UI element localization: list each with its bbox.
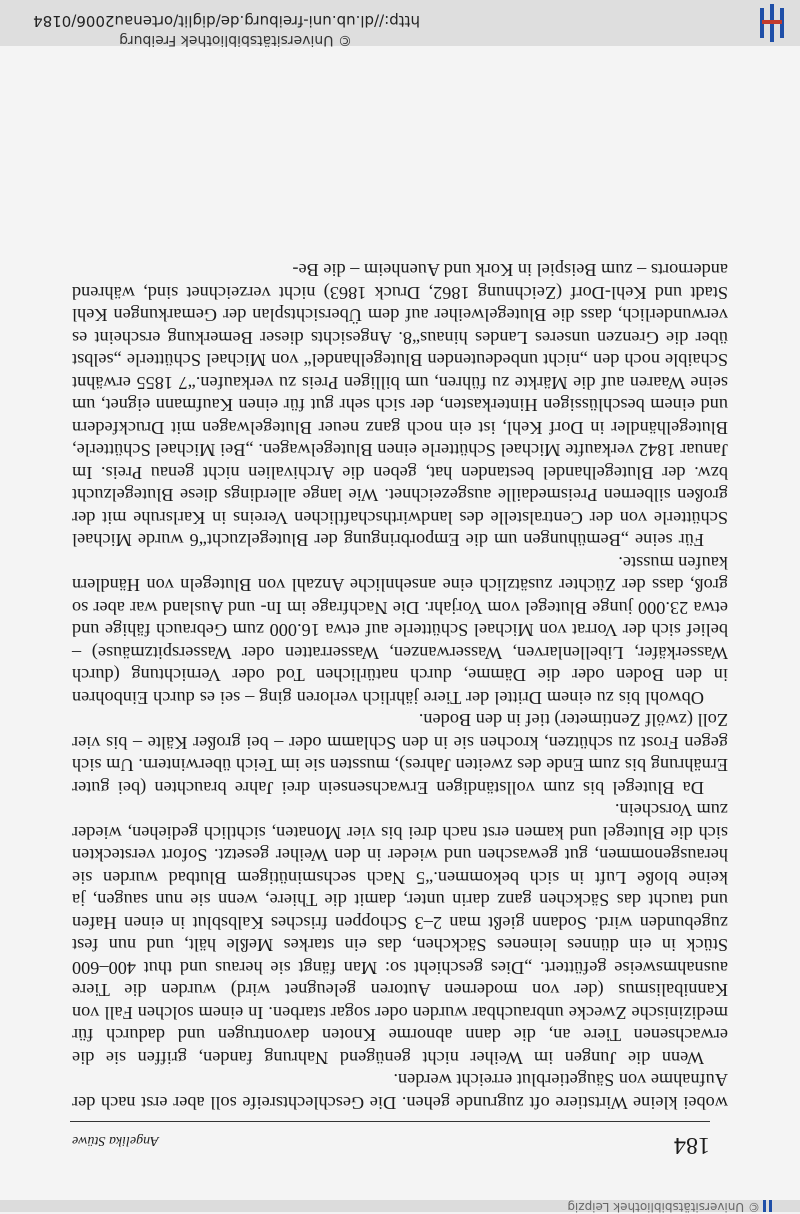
paragraph: Wenn die Jungen im Weiher nicht genügend Nahrung fanden, griffen sie die erwachsenen Tiere an, die dann abnorme Knoten davontrugen und dadurch für medizinische Zwecke unbrauchbar wurden oder sogar starben. In einem solchen Fall von Kannibalismus (der von modernen Autoren geleugnet wird) wurden die Tiere ausnahmsweise gefüttert. „Dies geschieht so: Man fängt sie heraus und thut 400–600 Stück in ein dünnes leinenes Säckchen, das ein starkes Meßle hält, und nun fest zugebunden wird. Sodann gießt man 2–3 Schoppen frisches Kalbsblut in einen Hafen und taucht das Säckchen ganz darin unter, damit die Thiere, wenn sie nun saugen, ja keine bloße Luft in sich bekommen.“5 Nach sechsminütigem Blutbad wurden sie herausgenommen, gut gewaschen und wieder in den Weiher gesetzt. Sofort versteckten sich die Blutegel und kamen erst nach drei bis vier Monaten, sichtlich gediehen, wieder zum Vorschein. (72, 800, 728, 1068)
library-top-bar (0, 1200, 800, 1212)
library-source-bar (0, 0, 800, 46)
paragraph: wobei kleine Wirtstiere oft zugrunde gehen. Die Geschlechtsreife soll aber erst nach der Aufnahme von Säugetierblut erreicht werden. (72, 1070, 728, 1113)
page-number: 184 (674, 1132, 710, 1158)
body-text (72, 259, 728, 1114)
library-credit: © Universitätsbibliothek Freiburg (119, 32, 352, 48)
paragraph: Da Blutegel bis zum vollständigen Erwachsensein drei Jahre brauchten (bei guter Ernährung bis zum Ende des zweiten Jahres), mussten sie im Teich überwintern. Um sich gegen Frost zu schützen, krochen sie in den Schlamm oder – bei großer Kälte – bis vier Zoll (zwölf Zentimeter) tief in den Boden. (72, 710, 728, 798)
paragraph: Für seine „Bemühungen um die Emporbringung der Blutegelzucht“6 wurde Michael Schütterle von der Centralstelle des landwirthschaftlichen Vereins in Karlsruhe mit der großen silbernen Preismedaille ausgezeichnet. Wie lange allerdings diese Blutegelzucht bzw. der Blutegelhandel bestanden hat, geben die Archivalien nicht genau Preis. Im Januar 1842 verkaufte Michael Schütterle einen Blutegelwagen. „Bei Michael Schütterle, Blutegelhändler in Dorf Kehl, ist ein noch ganz neuer Blutegelwagen mit Druckfedern und einem beschlüssigen Hinterkasten, der sich sehr gut für einen Kaufmann eignet, um seine Waaren auf die Märkte zu führen, um billigen Preis zu verkaufen.“7 1855 erwähnt Schaible noch den „nicht unbedeutenden Blutegelhandel“ von Michael Schütterle „selbst über die Grenzen unseres Landes hinaus“8. Angesichts dieser Bemerkung erscheint es verwunderlich, dass die Blutegelweiher auf dem Übersichtsplan der Gemarkungen Kehl Stadt und Kehl-Dorf (Zeichnung 1862, Druck 1863) nicht verzeichnet sind, während andernorts – zum Beispiel in Kork und Auenheim – die Be- (72, 260, 728, 551)
running-head-author: Angelika Stüwe (72, 1133, 159, 1148)
paragraph: Obwohl bis zu einem Drittel der Tiere jährlich verloren ging – sei es durch Einbohren in den Boden oder die Dämme, durch natürlichen Tod oder Vernichtung (durch Wasserkäfer, Libellenlarven, Wasserwanzen, Wasserratten oder Wasserspitzmäuse) – belief sich der Vorrat von Michael Schütterle auf etwa 16.000 zum Gebrauch fähige und etwa 23.000 junge Blutegel vom Vorjahr. Die Nachfrage im In- und Ausland war aber so groß, dass der Züchter zusätzlich eine ansehnliche Anzahl von Blutegeln von Händlern kaufen musste. (72, 553, 728, 708)
library-logo-icon (762, 1200, 772, 1212)
university-library-logo-icon (754, 4, 792, 42)
source-url-link[interactable]: http://dl.ub.uni-freiburg.de/diglit/ortenau2006/0184 (33, 12, 420, 30)
library-credit-top: © Universitätsbibliothek Leipzig (567, 1200, 760, 1214)
page-header (70, 1121, 710, 1162)
